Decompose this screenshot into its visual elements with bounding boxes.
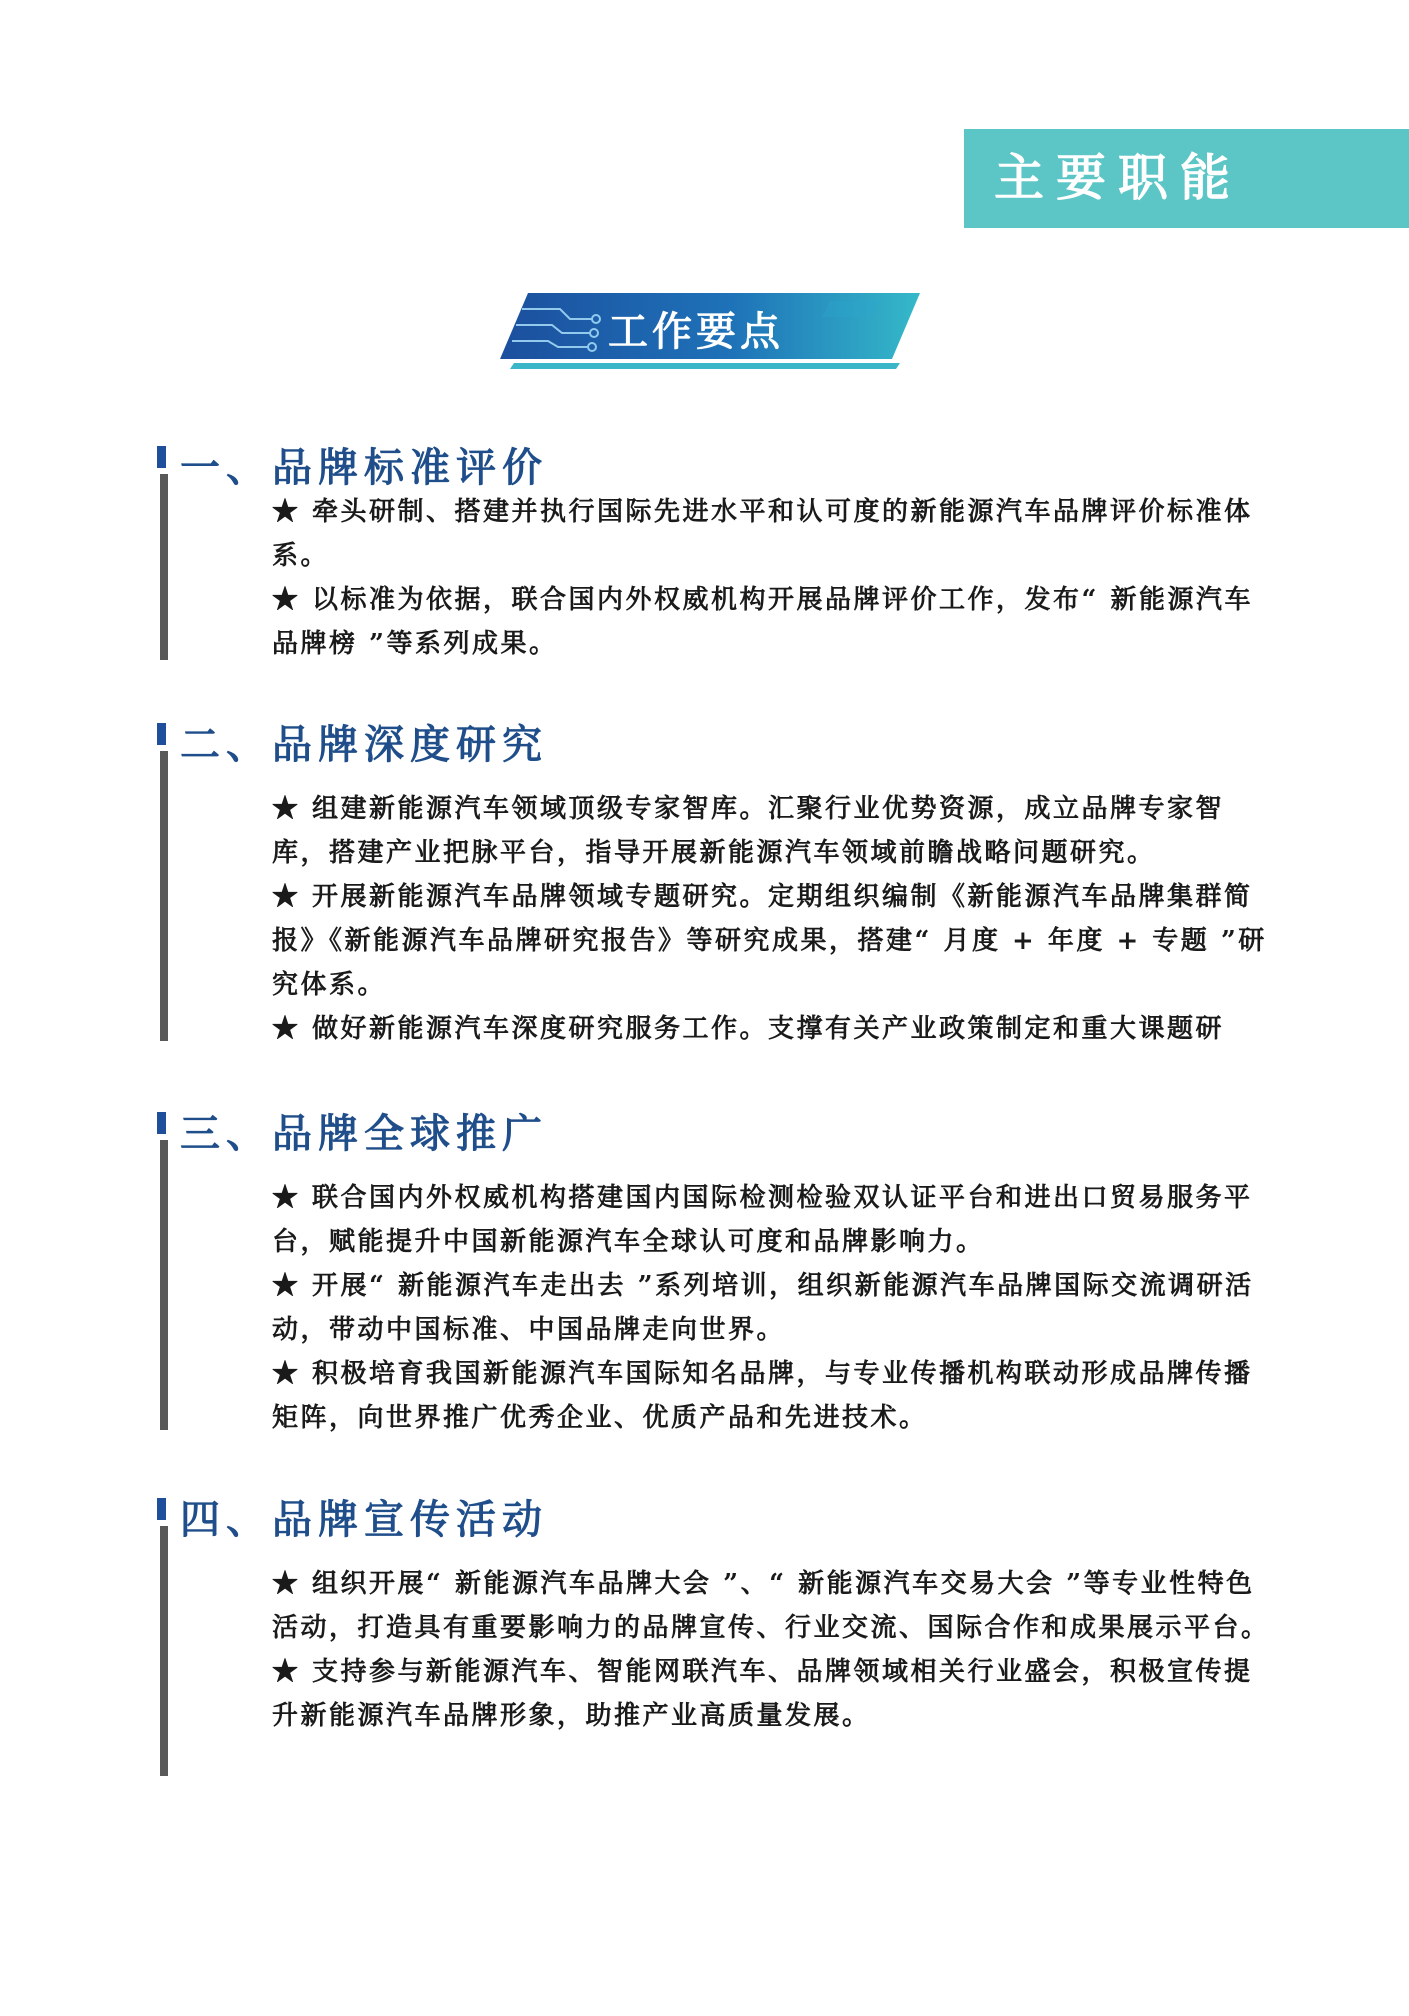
- section-body: [272, 1176, 1272, 1440]
- paragraph: ★ 联合国内外权威机构搭建国内国际检测检验双认证平台和进出口贸易服务平台，赋能提升中国新能源汽车全球认可度和品牌影响力。: [272, 1183, 1253, 1257]
- banner-title: 工作要点: [608, 309, 784, 355]
- section-title: 三、品牌全球推广: [180, 1110, 548, 1157]
- paragraph: ★ 开展新能源汽车品牌领域专题研究。定期组织编制《新能源汽车品牌集群简报》《新能源汽车品牌研究报告》等研究成果，搭建“ 月度 + 年度 + 专题 ”研究体系。: [272, 882, 1267, 1000]
- paragraph: ★ 积极培育我国新能源汽车国际知名品牌，与专业传播机构联动形成品牌传播矩阵，向世界推广优秀企业、优质产品和先进技术。: [272, 1359, 1253, 1433]
- section-title: 四、品牌宣传活动: [180, 1496, 548, 1543]
- section-marker: [157, 446, 166, 468]
- paragraph: ★ 开展“ 新能源汽车走出去 ”系列培训，组织新能源汽车品牌国际交流调研活动，带动中国标准、中国品牌走向世界。: [272, 1271, 1254, 1345]
- section-marker: [157, 1112, 166, 1134]
- paragraph: ★ 组织开展“ 新能源汽车品牌大会 ”、“ 新能源汽车交易大会 ”等专业性特色活动，打造具有重要影响力的品牌宣传、行业交流、国际合作和成果展示平台。: [272, 1569, 1270, 1643]
- section-body: [272, 1562, 1272, 1738]
- section-bar: [160, 1526, 168, 1776]
- section-title: 一、品牌标准评价: [180, 444, 548, 491]
- section-bar: [160, 474, 168, 660]
- paragraph: ★ 组建新能源汽车领域顶级专家智库。汇聚行业优势资源，成立品牌专家智库，搭建产业把脉平台，指导开展新能源汽车领域前瞻战略问题研究。: [272, 794, 1225, 868]
- section-title: 二、品牌深度研究: [180, 721, 548, 768]
- paragraph: ★ 牵头研制、搭建并执行国际先进水平和认可度的新能源汽车品牌评价标准体系。: [272, 497, 1253, 571]
- section-body: [272, 490, 1272, 666]
- header-title: 主要职能: [994, 149, 1242, 207]
- paragraph: ★ 支持参与新能源汽车、智能网联汽车、品牌领域相关行业盛会，积极宣传提升新能源汽车品牌形象，助推产业高质量发展。: [272, 1657, 1253, 1731]
- section-marker: [157, 723, 166, 745]
- section-bar: [160, 751, 168, 1041]
- section-marker: [157, 1498, 166, 1520]
- section-bar: [160, 1140, 168, 1430]
- section-body: [272, 787, 1272, 1051]
- paragraph: ★ 以标准为依据，联合国内外权威机构开展品牌评价工作，发布“ 新能源汽车品牌榜 ”等系列成果。: [272, 585, 1254, 659]
- header-tab: [964, 129, 1409, 228]
- paragraph: ★ 做好新能源汽车深度研究服务工作。支撑有关产业政策制定和重大课题研: [272, 1014, 1225, 1044]
